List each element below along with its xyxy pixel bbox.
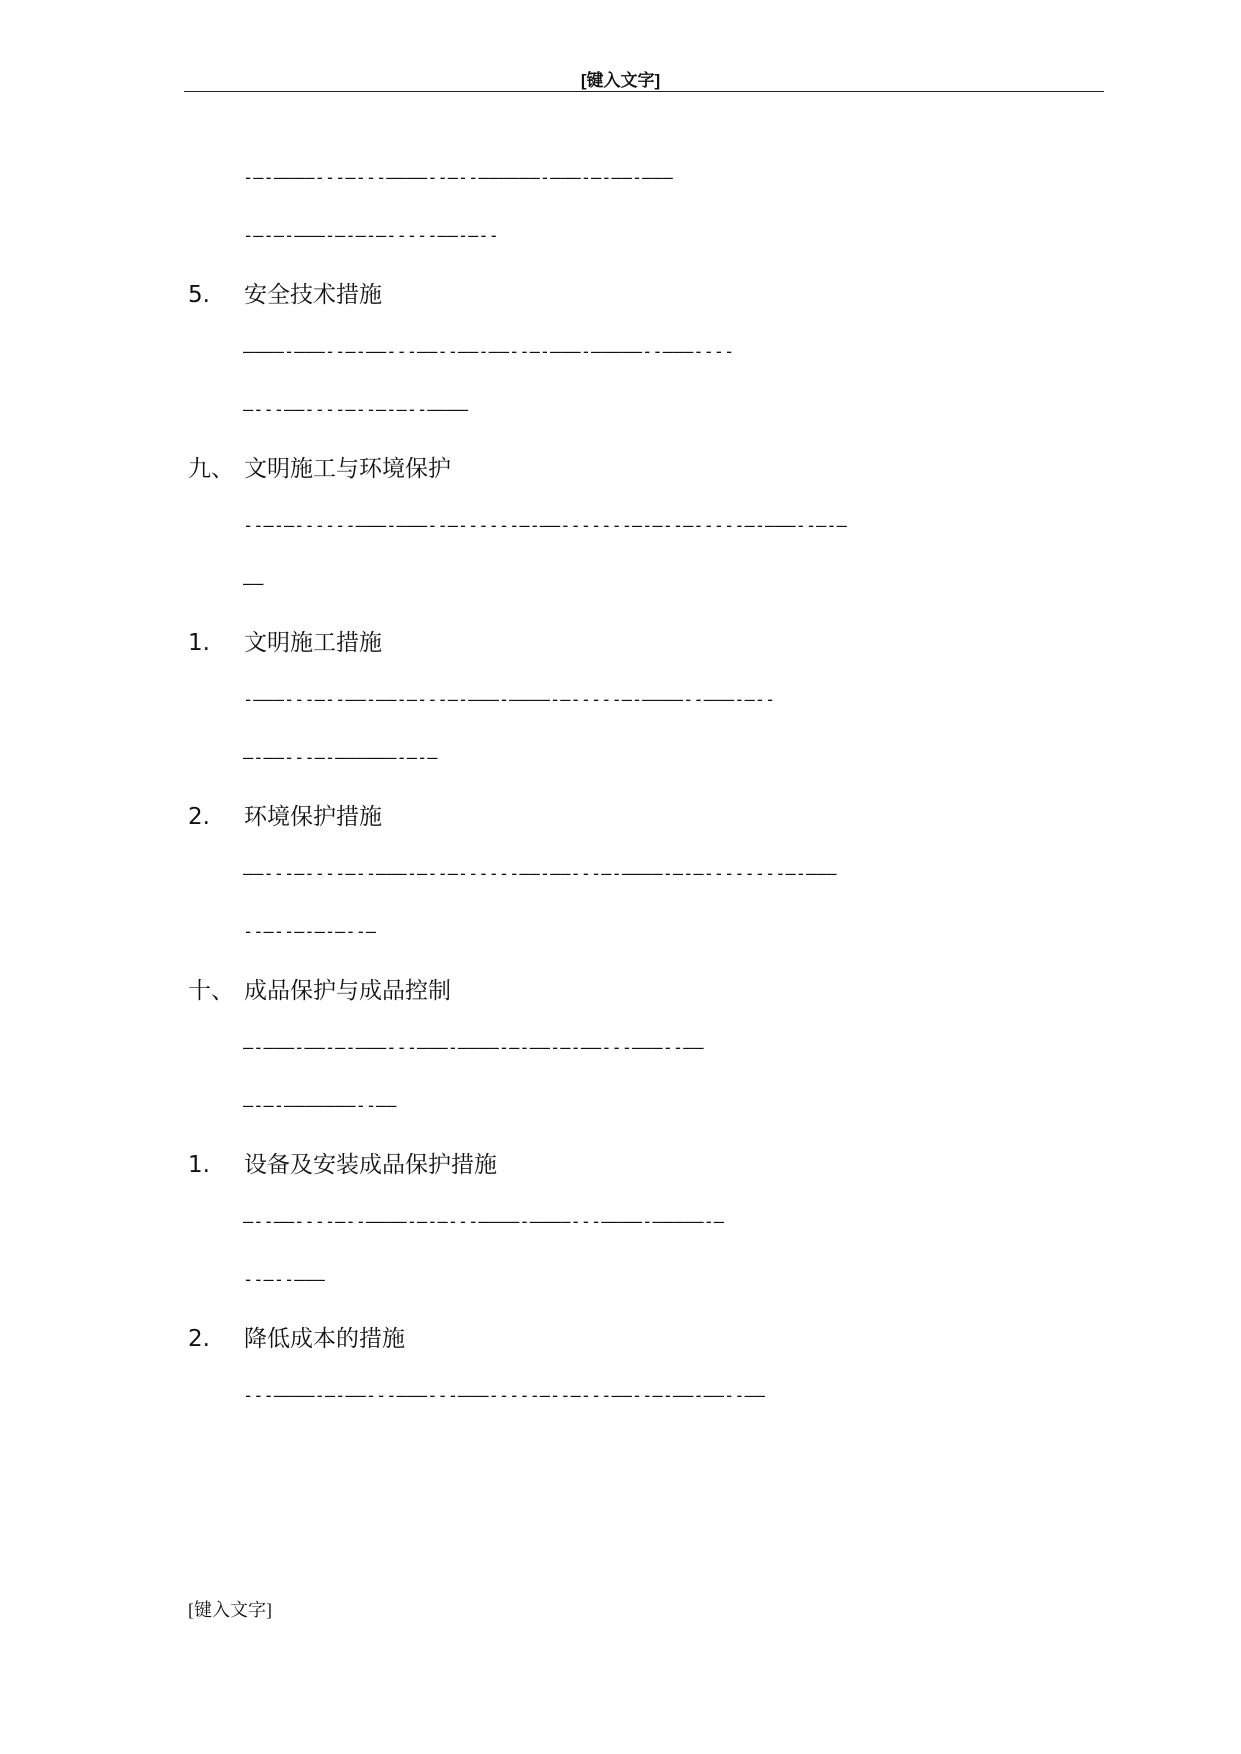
section-title: 成品保护与成品控制 <box>244 978 451 1004</box>
section-heading <box>188 454 451 484</box>
section-number: 5. <box>188 282 210 308</box>
garbled-text-line: ————-———--—-——---——--——-——--—-———-—————--———---- <box>243 342 735 362</box>
garbled-text-line: --—--——— <box>243 1270 325 1290</box>
section-number: 2. <box>188 1326 210 1352</box>
garbled-text-line: ——---—----—--———-—--—------——-——---—-————-—-—--------—-——— <box>243 864 837 884</box>
section-number: 1. <box>188 1152 210 1178</box>
garbled-text-line: -—-————---—---————--—--——————-———-—-——-——— <box>243 168 673 188</box>
section-heading <box>188 1150 497 1180</box>
section-heading <box>188 802 382 832</box>
section-number: 2. <box>188 804 210 830</box>
garbled-text-line: --—--—-—-—--— <box>243 922 377 942</box>
garbled-text-line: --—-—------———-———--—------—-——-------—-—--—-----—-———--—-— <box>243 516 847 536</box>
section-heading <box>188 280 382 310</box>
section-title: 安全技术措施 <box>244 282 382 308</box>
garbled-text-line: —---——----—--—-—--———— <box>243 400 469 420</box>
section-number: 九、 <box>188 456 234 482</box>
garbled-text-line: ---————-—-——---———---———-----—--—---——--—-——-——--—— <box>243 1386 765 1406</box>
page-header-title: [键入文字] <box>580 71 661 90</box>
garbled-text-line: -———---—--——-——-—---—-———-————-—-----—-————--———-—-- <box>243 690 776 710</box>
section-number: 十、 <box>188 978 234 1004</box>
garbled-text-line: -—-—-———-—-—-—-----——-—-- <box>243 226 499 246</box>
page-footer-text: [键入文字] <box>188 1600 272 1620</box>
section-heading <box>188 1324 405 1354</box>
garbled-text-line: —-——---—-——————-—-— <box>243 748 438 768</box>
section-title: 环境保护措施 <box>244 804 382 830</box>
section-title: 降低成本的措施 <box>244 1326 405 1352</box>
section-title: 文明施工与环境保护 <box>244 456 451 482</box>
header-divider <box>184 91 1104 92</box>
section-title: 文明施工措施 <box>244 630 382 656</box>
section-heading <box>188 976 451 1006</box>
garbled-text-line: —-———-——-—-———---———-————-—-——-—-——---———--—— <box>243 1038 704 1058</box>
section-number: 1. <box>188 630 210 656</box>
section-title: 设备及安装成品保护措施 <box>244 1152 497 1178</box>
garbled-text-line: —--——----—--————-—-—---————-————---————-—————-— <box>243 1212 725 1232</box>
garbled-text-line: —-—-———————--—— <box>243 1096 397 1116</box>
section-heading <box>188 628 382 658</box>
garbled-text-line: —— <box>243 574 264 594</box>
